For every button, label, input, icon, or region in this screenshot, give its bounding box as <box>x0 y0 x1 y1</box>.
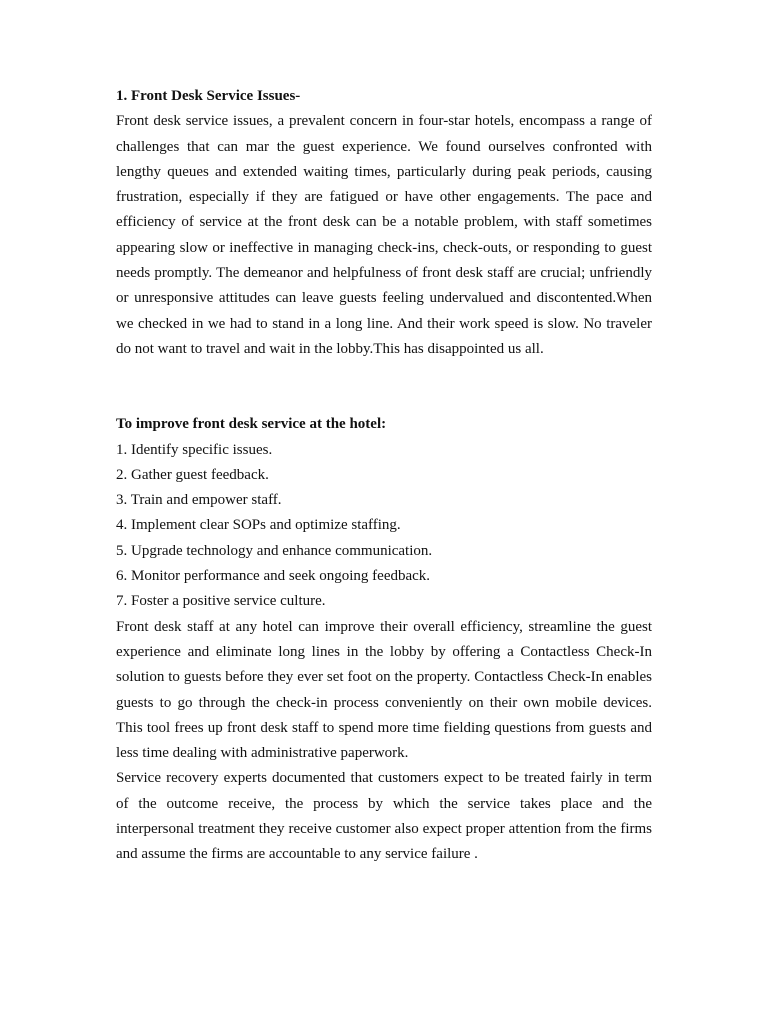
list-item: 5. Upgrade technology and enhance communication. <box>116 542 433 559</box>
list-item: 6. Monitor performance and seek ongoing feedback. <box>116 568 431 585</box>
document-page <box>116 84 652 868</box>
front-desk-issues-paragraph: Front desk service issues, a prevalent concern in four-star hotels, encompass a range of challenges that can mar the guest experience. We found ourselves confronted with lengthy queues and extended waiting times, particularly during peak periods, causing frustration, especially if they are fatigued or have other engagements. The pace and efficiency of service at the front desk can be a notable problem, with staff sometimes appearing slow or ineffective in managing check-ins, check-outs, or responding to guest needs promptly. The demeanor and helpfulness of front desk staff are crucial; unfriendly or unresponsive attitudes can leave guests feeling undervalued and discontented.When we checked in we had to stand in a long line. And their work speed is slow. No traveler do not want to travel and wait in the lobby.This has disappointed us all. <box>116 113 652 357</box>
list-item: 7. Foster a positive service culture. <box>116 593 326 610</box>
list-item: 1. Identify specific issues. <box>116 441 273 458</box>
section-heading-improvements: To improve front desk service at the hotel: <box>116 416 387 433</box>
list-item: 2. Gather guest feedback. <box>116 466 269 483</box>
contactless-checkin-paragraph: Front desk staff at any hotel can improve their overall efficiency, streamline the guest experience and eliminate long lines in the lobby by offering a Contactless Check-In solution to guests before they ever set foot on the property. Contactless Check-In enables guests to go through the check-in process conveniently on their own mobile devices. This tool frees up front desk staff to spend more time fielding questions from guests and less time dealing with administrative paperwork. <box>116 618 652 762</box>
list-item: 3. Train and empower staff. <box>116 492 282 509</box>
section-spacer <box>116 362 652 412</box>
section-heading-front-desk-issues: 1. Front Desk Service Issues- <box>116 88 301 104</box>
improvement-steps-list <box>116 438 652 615</box>
list-item: 4. Implement clear SOPs and optimize staffing. <box>116 517 401 534</box>
service-recovery-paragraph: Service recovery experts documented that customers expect to be treated fairly in term of the outcome receive, the process by which the service takes place and the interpersonal treatment they receive customer also expect proper attention from the firms and assume the firms are accountable to any service failure . <box>116 770 652 863</box>
